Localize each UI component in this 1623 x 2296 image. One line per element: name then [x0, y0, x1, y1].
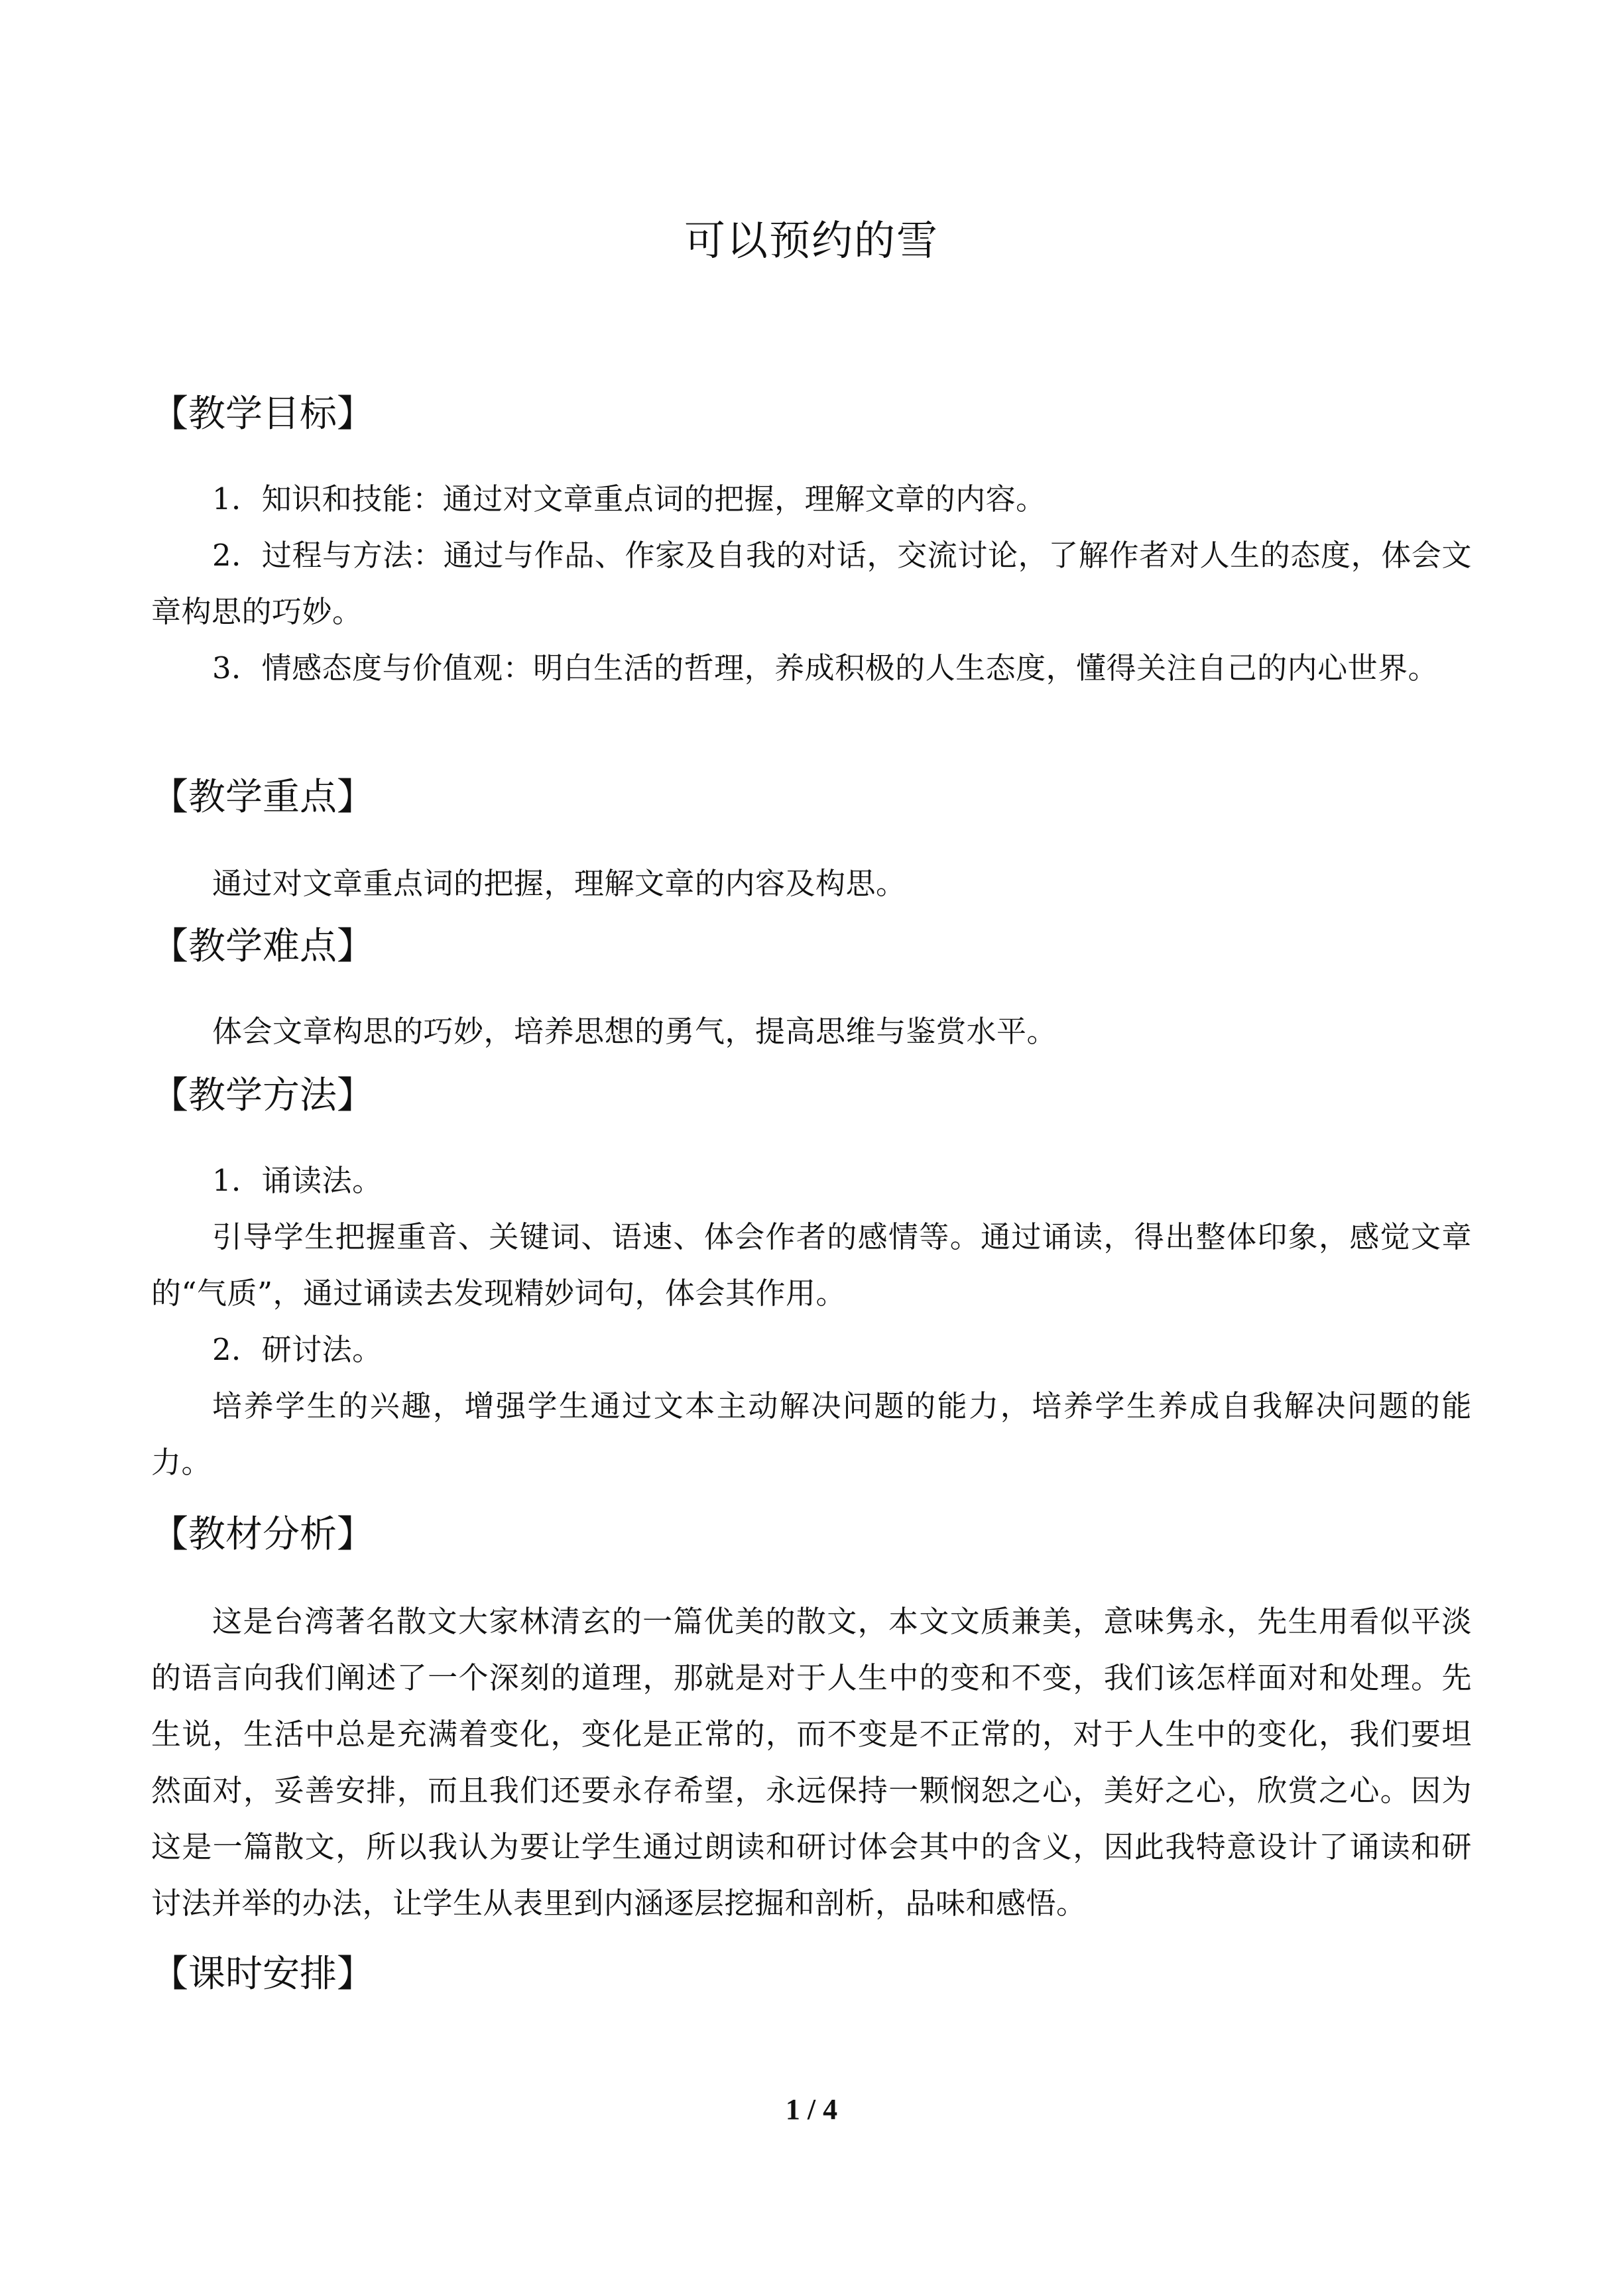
method-reading-detail: 引导学生把握重音、关键词、语速、体会作者的感情等。通过诵读，得出整体印象，感觉文章的“气质”，通过诵读去发现精妙词句，体会其作用。 — [151, 1219, 1472, 1311]
method-reading: 1．诵读法。 — [212, 1163, 383, 1198]
section-heading-key-points: 【教学重点】 — [151, 776, 374, 819]
method-discussion-detail: 培养学生的兴趣，增强学生通过文本主动解决问题的能力，培养学生养成自我解决问题的能力。 — [151, 1388, 1472, 1480]
analysis-text: 这是台湾著名散文大家林清玄的一篇优美的散文，本文文质兼美，意味隽永，先生用看似平淡的语言向我们阐述了一个深刻的道理，那就是对于人生中的变和不变，我们该怎样面对和处理。先生说，生活中总是充满着变化，变化是正常的，而不变是不正常的，对于人生中的变化，我们要坦然面对，妥善安排，而且我们还要永存希望，永远保持一颗悯恕之心，美好之心，欣赏之心。因为这是一篇散文，所以我认为要让学生通过朗读和研讨体会其中的含义，因此我特意设计了诵读和研讨法并举的办法，让学生从表里到内涵逐层挖掘和剖析，品味和感悟。 — [151, 1604, 1472, 1921]
section-heading-objectives: 【教学目标】 — [151, 393, 374, 436]
difficulties-text: 体会文章构思的巧妙，培养思想的勇气，提高思维与鉴赏水平。 — [212, 1014, 1057, 1049]
objective-emotion: 3．情感态度与价值观：明白生活的哲理，养成积极的人生态度，懂得关注自己的内心世界。 — [212, 650, 1439, 686]
document-title: 可以预约的雪 — [684, 216, 939, 265]
page-number: 1 / 4 — [785, 2093, 838, 2126]
objective-knowledge: 1．知识和技能：通过对文章重点词的把握，理解文章的内容。 — [212, 481, 1046, 516]
objective-process: 2．过程与方法：通过与作品、作家及自我的对话，交流讨论，了解作者对人生的态度，体会文章构思的巧妙。 — [151, 538, 1472, 629]
key-points-text: 通过对文章重点词的把握，理解文章的内容及构思。 — [212, 866, 906, 901]
section-heading-methods: 【教学方法】 — [151, 1074, 374, 1117]
section-heading-difficulties: 【教学难点】 — [151, 925, 374, 968]
method-discussion: 2．研讨法。 — [212, 1332, 383, 1367]
section-heading-analysis: 【教材分析】 — [151, 1513, 374, 1556]
section-heading-schedule: 【课时安排】 — [151, 1953, 374, 1996]
